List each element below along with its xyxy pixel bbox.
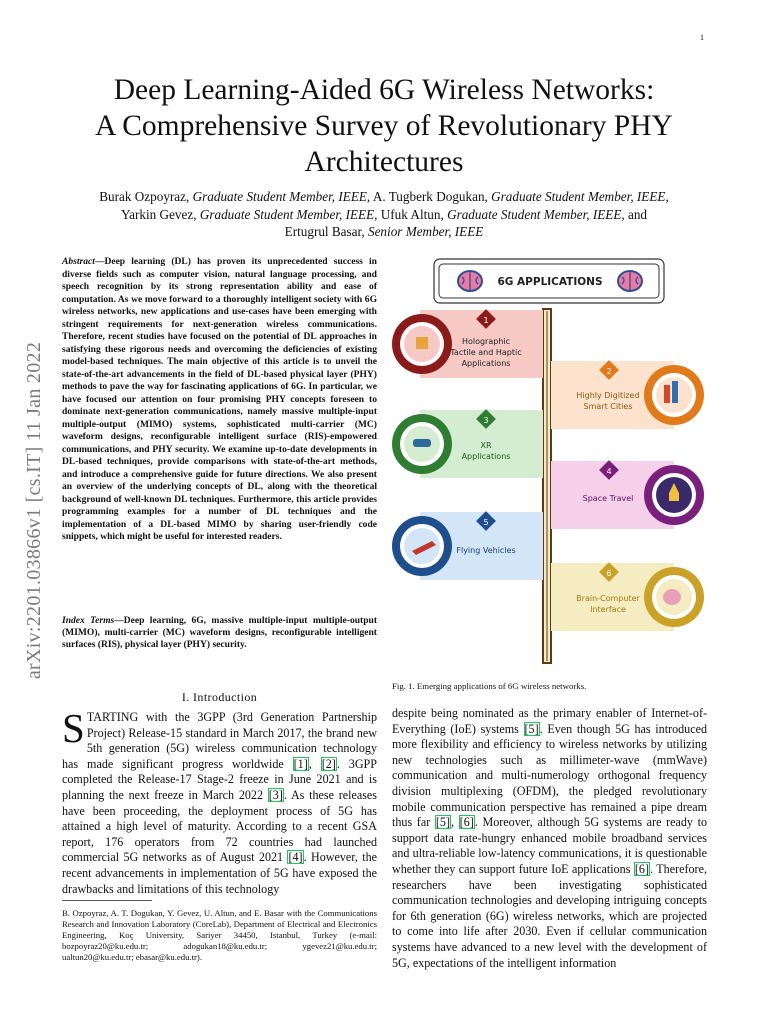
index-terms	[62, 615, 377, 652]
footnote: B. Ozpoyraz, A. T. Dogukan, Y. Gevez, U. Altun, and E. Basar with the Communications Research and Innovation Laboratory (CoreLab), Department of Electrical and Electronics Engineering, Koç University, Sariyer 34450, Istanbul, Turkey (e-mail: bozpoyraz20@ku.edu.tr; adogukan18@ku.edu.tr; ygevez21@ku.edu.tr; ualtun20@ku.edu.tr; ebasar@ku.edu.tr).	[62, 908, 377, 962]
author-name: Burak Ozpoyraz,	[99, 189, 190, 204]
figure-header	[434, 259, 664, 303]
author-role: Graduate Student Member, IEEE,	[199, 206, 378, 222]
intro-text: with the 3GPP (3rd Generation Partnership Project) Release-15 standard in March 2017, the brand new 5th generation (5G) wireless communication technology has made significant progress worldwide	[62, 710, 377, 771]
citation-link[interactable]: [1]	[293, 756, 308, 771]
application-item-1	[392, 309, 543, 378]
title-line-3: Architectures	[304, 146, 464, 178]
index-terms-text: —Deep learning, 6G, massive multiple-input multiple-output (MIMO), multi-carrier (MC) waveform designs, reconfigurable intelligent surfaces (RIS), physical layer (PHY) security.	[62, 615, 378, 651]
body-text: ,	[451, 815, 459, 830]
intro-text: . 3GPP completed the Release-17 Stage-2 freeze in June 2021 and is planning the next freeze in March 2022	[62, 756, 378, 802]
application-item-6	[551, 562, 704, 631]
item-label: Smart Cities	[583, 402, 633, 411]
body-text: . Even though 5G has introduced more flexibility and efficiency to wireless networks by utilizing new technologies such as millimeter-wave (mmWave) communication and multi-numerology orthogonal frequency division multiplexing (OFDM), the pledged revolutionary mobile communication perspective has remained a pipe dream thus far	[392, 721, 708, 830]
application-item-3	[392, 409, 543, 478]
page-number: 1	[700, 33, 704, 42]
abstract-text: —Deep learning (DL) has proven its unprecedented success in diverse fields such as computer vision, natural language processing, and speech recognition by its strong representation ability and ease of computation. As we move forward to a thoroughly intelligent society with 6G wireless networks, new applications and use-cases have been emerging with stringent requirements for next-generation wireless communications. Therefore, recent studies have focused on the potential of DL approaches in satisfying these rigorous needs and overcoming the deficiencies of existing model-based techniques. The main objective of this article is to unveil the state-of-the-art advancements in the field of DL-based physical layer (PHY) methods to pave the way for fascinating applications of 6G. In particular, we have focused our attention on four promising PHY concepts foreseen to dominate next-generation communications, namely massive multiple-input multiple-output (MIMO) systems, sophisticated multi-carrier (MC) waveform designs, reconfigurable intelligent surface (RIS)-empowered communications, and PHY security. We examine up-to-date developments in DL-based techniques, provide comparisons with state-of-the-art methods, and introduce a comprehensive guide for future directions. We also present an overview of the underlying concepts of DL, along with the theoretical background of well-known DL techniques. Furthermore, this article provides programming examples for a number of DL techniques and the implementation of a DL-based MIMO by sharing user-friendly code snippets, which might be useful for interested readers.	[62, 256, 377, 542]
paper-title	[70, 72, 698, 180]
right-column-text	[392, 706, 707, 971]
item-label: Highly Digitized	[576, 391, 640, 400]
item-number: 2	[606, 367, 612, 376]
footnote-rule	[62, 900, 152, 901]
body-text: . Moreover, although 5G systems are ready to support data rate-hungry enhanced mobile broadband services and ultra-reliable low-latency communications, it is questionable whether they can support future IoE applications	[392, 815, 707, 876]
arxiv-identifier	[19, 290, 51, 730]
drop-cap: S	[62, 705, 85, 751]
author-name: Ertugrul Basar,	[284, 224, 365, 239]
intro-text: ,	[308, 756, 321, 771]
item-number: 1	[483, 316, 489, 325]
application-item-5	[392, 511, 543, 580]
abstract-label: Abstract	[62, 256, 95, 267]
item-label: Holographic	[461, 337, 511, 346]
body-text: . Therefore, researchers have been investigating sophisticated communication technologies and developing intriguing concepts for 6th generation (6G) wireless networks, which are projected to come into life after 2030. Even if cellular communication systems have advanced to a new level with the development of 5G, expectations of the intelligent information	[392, 861, 707, 970]
citation-link[interactable]: [4]	[288, 850, 303, 865]
intro-text: . As these releases have been proceeding, the deployment process of 5G has attained a high level of maturity. According to a recent GSA report, 176 operators from 72 countries had launched commercial 5G networks as of August 2021	[62, 787, 377, 865]
application-item-2	[551, 360, 704, 429]
item-label: Space Travel	[582, 494, 634, 503]
body-text: despite being nominated as the primary enabler of Internet-of-Everything (IoE) systems	[392, 706, 707, 736]
citation-link[interactable]: [2]	[321, 756, 336, 771]
citation-link[interactable]: [6]	[459, 815, 474, 830]
author-name: A. Tugberk Dogukan,	[372, 189, 488, 204]
figure-header-label: 6G APPLICATIONS	[497, 276, 603, 288]
author-role: Graduate Student Member, IEEE,	[192, 189, 371, 204]
author-role: Graduate Student Member, IEEE,	[491, 189, 669, 204]
author-role: Senior Member, IEEE	[367, 224, 484, 239]
figure-6g-applications	[388, 255, 708, 670]
arxiv-identifier-text: arXiv:2201.03866v1 [cs.IT] 11 Jan 2022	[23, 341, 46, 679]
application-item-4	[551, 460, 704, 529]
item-label: Applications	[461, 452, 511, 461]
item-label: Tactile and Haptic	[450, 348, 522, 357]
title-line-1: Deep Learning-Aided 6G Wireless Networks:	[113, 74, 655, 106]
item-label: XR	[480, 441, 492, 450]
item-label: Brain-Computer	[576, 594, 640, 603]
item-number: 5	[483, 518, 489, 527]
author-name: Ufuk Altun,	[380, 206, 444, 222]
author-role: Graduate Student Member, IEEE,	[447, 206, 625, 222]
index-terms-label: Index Terms	[62, 615, 115, 626]
intro-lead: TARTING	[86, 710, 139, 724]
author-list	[60, 188, 708, 241]
author-name: Yarkin Gevez,	[120, 206, 197, 222]
section-heading: I. Introduction	[181, 690, 258, 704]
figure-caption: Fig. 1. Emerging applications of 6G wireless networks.	[392, 681, 587, 691]
abstract	[62, 256, 377, 544]
citation-link[interactable]: [6]	[634, 861, 650, 876]
author-conjunction: and	[627, 206, 648, 222]
introduction-text	[62, 705, 378, 897]
brain-icon	[458, 271, 482, 291]
item-label: Interface	[590, 605, 626, 614]
item-label: Flying Vehicles	[456, 546, 516, 555]
item-number: 3	[483, 416, 489, 425]
brain-icon	[618, 271, 642, 291]
item-label: Applications	[461, 359, 511, 368]
citation-link[interactable]: [5]	[435, 815, 450, 830]
citation-link[interactable]: [3]	[268, 787, 283, 802]
intro-text: . However, the recent advancements in implementation of 5G have exposed the drawbacks and limitations of this technology	[62, 850, 377, 896]
item-number: 6	[606, 569, 612, 578]
item-number: 4	[606, 467, 612, 476]
title-line-2: A Comprehensive Survey of Revolutionary PHY	[95, 110, 673, 142]
citation-link[interactable]: [5]	[524, 721, 539, 736]
